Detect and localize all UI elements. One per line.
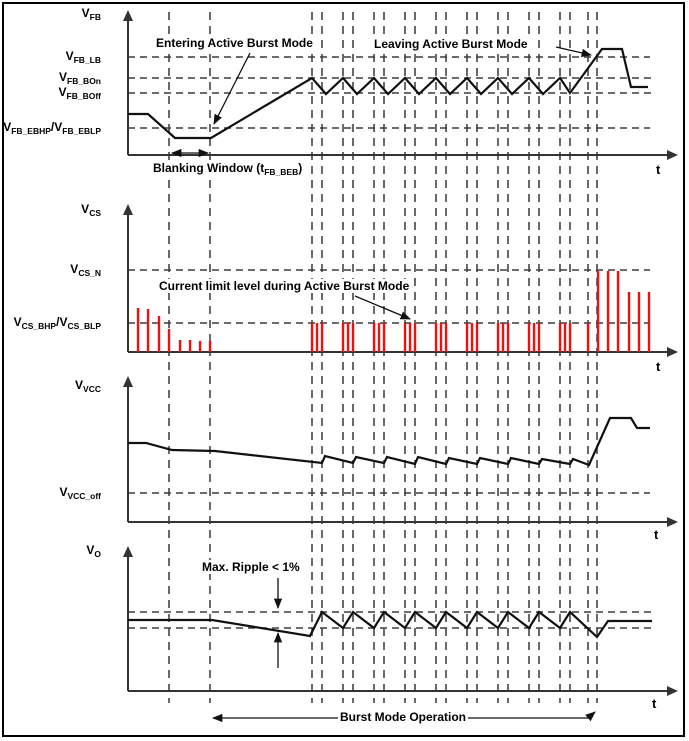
vvcc-x-axis-arrow bbox=[667, 517, 678, 527]
vvcc-panel bbox=[123, 376, 678, 527]
max-ripple-annotation: Max. Ripple < 1% bbox=[202, 560, 300, 574]
vcs-y-axis-arrow bbox=[123, 204, 133, 215]
vvcc-y-axis-arrow bbox=[123, 376, 133, 387]
blanking-window-annotation: Blanking Window $(t_{FB\_BEB})$ bbox=[153, 161, 303, 177]
vfb-x-axis-arrow bbox=[667, 150, 678, 160]
vvcc-t-label: t bbox=[654, 527, 659, 542]
vfb-y-axis-arrow bbox=[123, 10, 133, 21]
vfb-ebhp-eblp-level-label: $V_{FB\_EBHP}/V_{FB\_EBLP}$ bbox=[3, 120, 101, 136]
vo-axis-label: $V_O$ bbox=[86, 543, 101, 559]
vcs-axis-label: $V_{CS}$ bbox=[81, 202, 101, 218]
vo-waveform bbox=[128, 612, 652, 637]
burst-mode-operation-annotation: Burst Mode Operation bbox=[340, 710, 467, 724]
current-limit-arrow bbox=[355, 296, 410, 319]
leaving-burst-annotation: Leaving Active Burst Mode bbox=[374, 37, 528, 51]
vcs-x-axis-arrow bbox=[667, 347, 678, 357]
time-gridlines bbox=[169, 12, 597, 703]
vcs-t-label: t bbox=[656, 359, 661, 374]
vfb-lb-level-label: $V_{FB\_LB}$ bbox=[65, 49, 101, 65]
leaving-arrow bbox=[556, 47, 591, 55]
vo-x-axis-arrow bbox=[667, 686, 678, 696]
entering-burst-annotation: Entering Active Burst Mode bbox=[156, 36, 313, 50]
vcs-bhp-blp-level-label: $V_{CS\_BHP}/V_{CS\_BLP}$ bbox=[13, 315, 101, 331]
vfb-boff-level-label: $V_{FB\_BOff}$ bbox=[58, 85, 101, 101]
current-limit-annotation: Current limit level during Active Burst Mode bbox=[159, 279, 410, 293]
vfb-t-label: t bbox=[656, 162, 661, 177]
vo-t-label: t bbox=[652, 696, 657, 711]
vcs-n-level-label: $V_{CS\_N}$ bbox=[70, 262, 101, 278]
vvcc-off-level-label: $V_{VCC\_off}$ bbox=[59, 485, 101, 501]
vfb-panel bbox=[123, 10, 678, 160]
vfb-axis-label: $V_{FB}$ bbox=[81, 6, 101, 22]
vo-y-axis-arrow bbox=[123, 546, 133, 557]
vfb-bon-level-label: $V_{FB\_BOn}$ bbox=[58, 70, 101, 86]
entering-arrow bbox=[214, 53, 250, 124]
vvcc-waveform bbox=[128, 418, 650, 465]
vvcc-axis-label: $V_{VCC}$ bbox=[75, 378, 101, 394]
